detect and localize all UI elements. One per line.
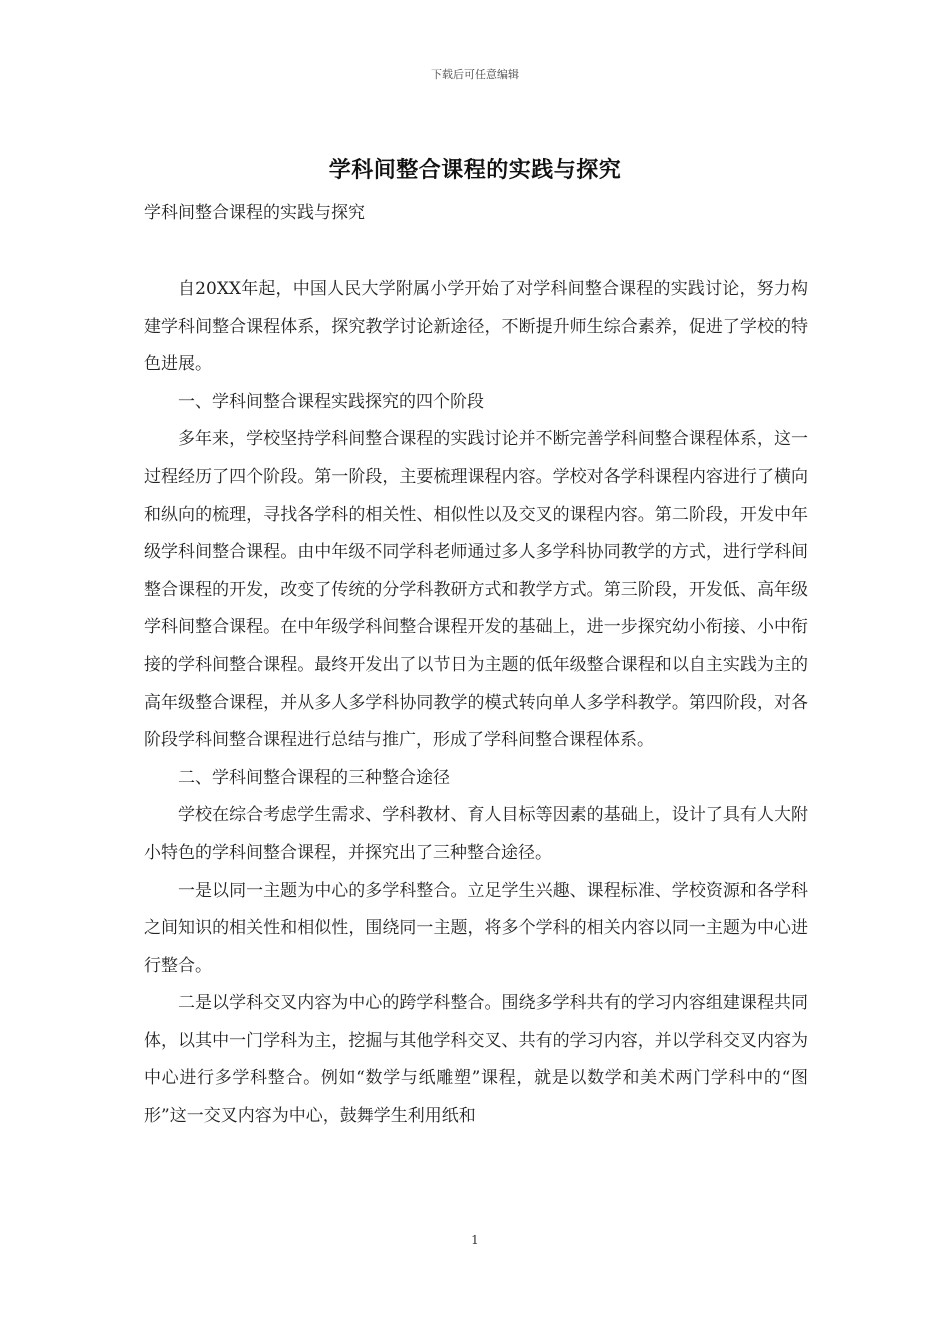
- section-heading: 一、学科间整合课程实践探究的四个阶段: [178, 391, 484, 412]
- section-heading: 二、学科间整合课程的三种整合途径: [178, 767, 450, 788]
- document-title: 学科间整合课程的实践与探究: [328, 157, 622, 183]
- body-paragraph: 多年来，学校坚持学科间整合课程的实践讨论并不断完善学科间整合课程体系，这一过程经历了四个阶段。第一阶段，主要梳理课程内容。学校对各学科课程内容进行了横向和纵向的梳理，寻找各学科的相关性、相似性以及交叉的课程内容。第二阶段，开发中年级学科间整合课程。由中年级不同学科老师通过多人多学科协同教学的方式，进行学科间整合课程的开发，改变了传统的分学科教研方式和教学方式。第三阶段，开发低、高年级学科间整合课程。在中年级学科间整合课程开发的基础上，进一步探究幼小衔接、小中衔接的学科间整合课程。最终开发出了以节日为主题的低年级整合课程和以自主实践为主的高年级整合课程，并从多人多学科协同教学的模式转向单人多学科教学。第四阶段，对各阶段学科间整合课程进行总结与推广，形成了学科间整合课程体系。: [144, 429, 808, 751]
- body-paragraph: 二是以学科交叉内容为中心的跨学科整合。围绕多学科共有的学习内容组建课程共同体，以其中一门学科为主，挖掘与其他学科交叉、共有的学习内容，并以学科交叉内容为中心进行多学科整合。例如“数学与纸雕塑”课程，就是以数学和美术两门学科中的“图形”这一交叉内容为中心，鼓舞学生利用纸和: [144, 993, 808, 1127]
- page-number: 1: [471, 1233, 479, 1247]
- body-paragraph: 自20XX年起，中国人民大学附属小学开始了对学科间整合课程的实践讨论，努力构建学科间整合课程体系，探究教学讨论新途径，不断提升师生综合素养，促进了学校的特色进展。: [144, 279, 808, 375]
- page-header-note: 下载后可任意编辑: [431, 68, 519, 81]
- document-body: [144, 271, 808, 1136]
- body-paragraph: 学校在综合考虑学生需求、学科教材、育人目标等因素的基础上，设计了具有人大附小特色的学科间整合课程，并探究出了三种整合途径。: [144, 805, 808, 863]
- document-subtitle: 学科间整合课程的实践与探究: [144, 203, 365, 223]
- body-paragraph: 一是以同一主题为中心的多学科整合。立足学生兴趣、课程标准、学校资源和各学科之间知识的相关性和相似性，围绕同一主题，将多个学科的相关内容以同一主题为中心进行整合。: [144, 880, 808, 976]
